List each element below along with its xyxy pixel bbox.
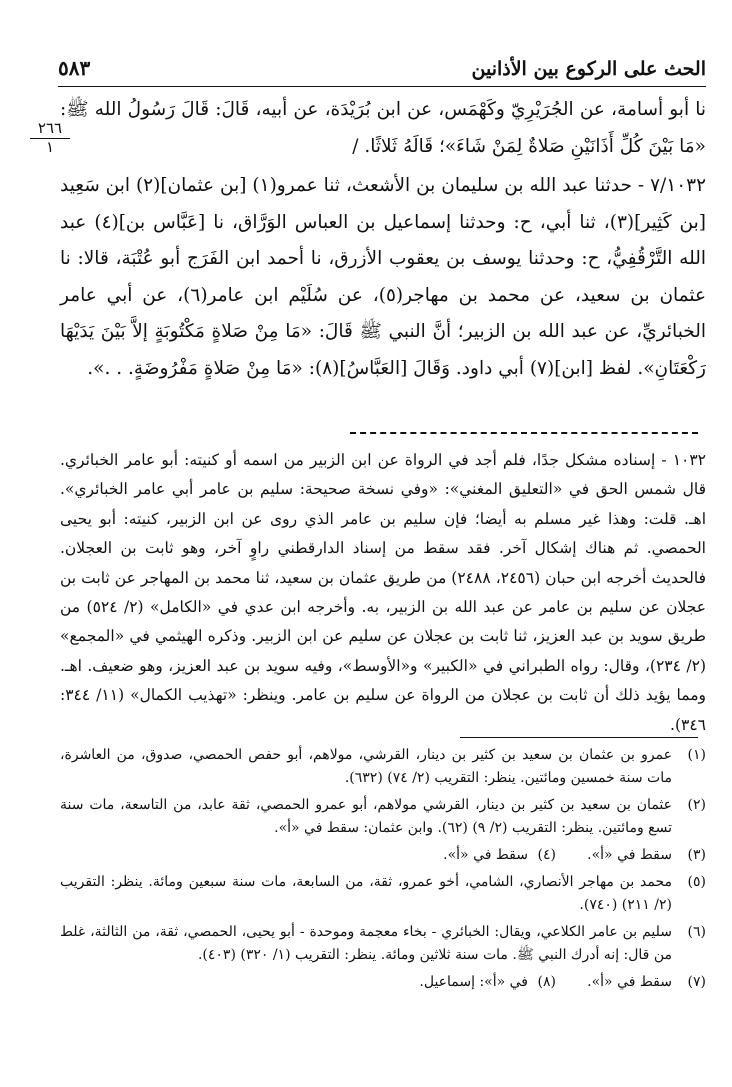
footnote xyxy=(60,794,706,840)
main-text xyxy=(60,92,706,387)
footnote xyxy=(556,971,706,994)
page-header xyxy=(58,44,706,87)
footnote xyxy=(60,971,556,994)
footnote-text: سقط في «أ». xyxy=(587,974,672,990)
running-title: الحث على الركوع بين الأذانين xyxy=(471,58,706,80)
footnote xyxy=(60,844,556,867)
footnote-row xyxy=(60,844,706,867)
footnote-text: في «أ»: إسماعيل. xyxy=(419,974,528,990)
folio-number: ٢٦٦ xyxy=(30,120,70,139)
footnote-number: (٢) xyxy=(687,797,706,813)
footnote-text: محمد بن مهاجر الأنصاري، الشامي، أخو عمرو، ثقة، من السابعة، مات سنة سبعين ومائة. ينظر: التقريب (٢/ ٢١١) (٧٤٠). xyxy=(60,874,672,913)
footnote-number: (٥) xyxy=(687,874,706,890)
footnote xyxy=(60,921,706,967)
footnote-text: عثمان بن سعيد بن كثير بن دينار، القرشي مولاهم، أبو عمرو الحمصي، ثقة عابد، من التاسعة، مات سنة تسع ومائتين. ينظر: التقريب (٢/ ٩) (٦٢). وابن عثمان: سقط في «أ». xyxy=(60,797,672,836)
footnote-number: (١) xyxy=(687,747,706,763)
footnote xyxy=(60,744,706,790)
footnote-number: (٧) xyxy=(687,974,706,990)
footnote-text: سقط في «أ». xyxy=(443,847,528,863)
footnotes xyxy=(60,744,706,998)
footnote-number: (٨) xyxy=(537,974,556,990)
commentary-paragraph: ١٠٣٢ - إسناده مشكل جدًا، فلم أجد في الرواة عن ابن الزبير من اسمه أو كنيته: أبو عامر الخبائري. قال شمس الحق في «التعليق المغني»: «وفي نسخة صحيحة: سليم بن عامر أبي عامر الخبائري». اهـ. قلت: وهذا غير مسلم به أيضا؛ فإن سليم بن عامر الذي روى عن ابن الزبير، كنيته: أبو يحيى الحمصي. ثم هناك إشكال آخر. فقد سقط من إسناد الدارقطني راوٍ آخر، وهو ثابت بن العجلان. فالحديث أخرجه ابن حبان (٢٤٥٦، ٢٤٨٨) من طريق عثمان بن سعيد، ثنا محمد بن المهاجر عن ثابت بن عجلان عن سليم بن عامر عن عبد الله بن الزبير، به. وأخرجه ابن عدي في «الكامل» (٢/ ٥٢٤) من طريق سويد بن عبد العزيز، ثنا ثابت بن عجلان عن سليم عن ابن الزبير. وذكره الهيثمي في «المجمع» (٢/ ٢٣٤)، وقال: رواه الطبراني في «الكبير» و«الأوسط»، وفيه سويد بن عبد العزيز، وهو ضعيف. اهـ. ومما يؤيد ذلك أن ثابت بن عجلان من الرواة عن سليم بن عامر. وينظر: «تهذيب الكمال» (١١/ ٣٤٤: ٣٤٦). xyxy=(60,451,706,734)
page-number: ٥٨٣ xyxy=(58,56,91,80)
dashed-divider xyxy=(350,432,698,434)
footnote-text: سليم بن عامر الكلاعي، ويقال: الخبائري - بخاء معجمة وموحدة - أبو يحيى، الحمصي، ثقة، من الثالثة، غلط من قال: إنه أدرك النبي ﷺ. مات سنة ثلاثين ومائة. ينظر: التقريب (١/ ٣٢٠) (٤٠٣). xyxy=(60,924,672,963)
footnote-number: (٣) xyxy=(687,847,706,863)
footnote-row xyxy=(60,971,706,994)
hadith-paragraph-continued: نا أبو أسامة، عن الجُرَيْرِيّ وكَهْمَس، عن ابن بُرَيْدَة، عن أبيه، قَالَ: قَالَ رَسُولُ الله ﷺ: «مَا بَيْنَ كُلِّ أَذَانَيْنِ صَلاةٌ لِمَنْ شَاءَ»؛ قَالَهُ ثَلاثًا. / xyxy=(60,99,706,157)
footnote-text: سقط في «أ». xyxy=(587,847,672,863)
footnote-number: (٤) xyxy=(537,847,556,863)
footnote xyxy=(556,844,706,867)
footnote xyxy=(60,871,706,917)
footnote-text: عمرو بن عثمان بن سعيد بن كثير بن دينار، القرشي، مولاهم، أبو حفص الحمصي، صدوق، من العاشرة، مات سنة خمسين ومائتين. ينظر: التقريب (٢/ ٧٤) (٦٣٢). xyxy=(60,747,672,786)
footnote-divider xyxy=(460,737,698,738)
hadith-paragraph-1032: ٧/١٠٣٢ - حدثنا عبد الله بن سليمان بن الأشعث، ثنا عمرو(١) [بن عثمان](٢) ابن سَعِيد [بن كَثِير](٣)، ثنا أبي، ح: وحدثنا إسماعيل بن العباس الوَرَّاق، نا [عَبَّاس بن](٤) عبد الله التَّرْقُفِيُّ، ح: وحدثنا يوسف بن يعقوب الأزرق، نا أحمد ابن الفَرَج أبو عُتْبَة، قالا: نا عثمان بن سعيد، عن محمد بن مهاجر(٥)، عن سُلَيْم ابن عامر(٦)، عن أبي عامر الخبائريِّ، عن عبد الله بن الزبير؛ أنَّ النبي ﷺ قَالَ: «مَا مِنْ صَلاةٍ مَكْتُوبَةٍ إلاَّ بَيْنَ يَدَيْهَا رَكْعَتَانِ». لفظ [ابن](٧) أبي داود. وَقَالَ [العَبَّاسُ](٨): «مَا مِنْ صَلاةٍ مَفْرُوضَةٍ. . .». xyxy=(60,175,707,379)
footnote-number: (٦) xyxy=(687,924,706,940)
folio-side: ١ xyxy=(45,138,55,156)
